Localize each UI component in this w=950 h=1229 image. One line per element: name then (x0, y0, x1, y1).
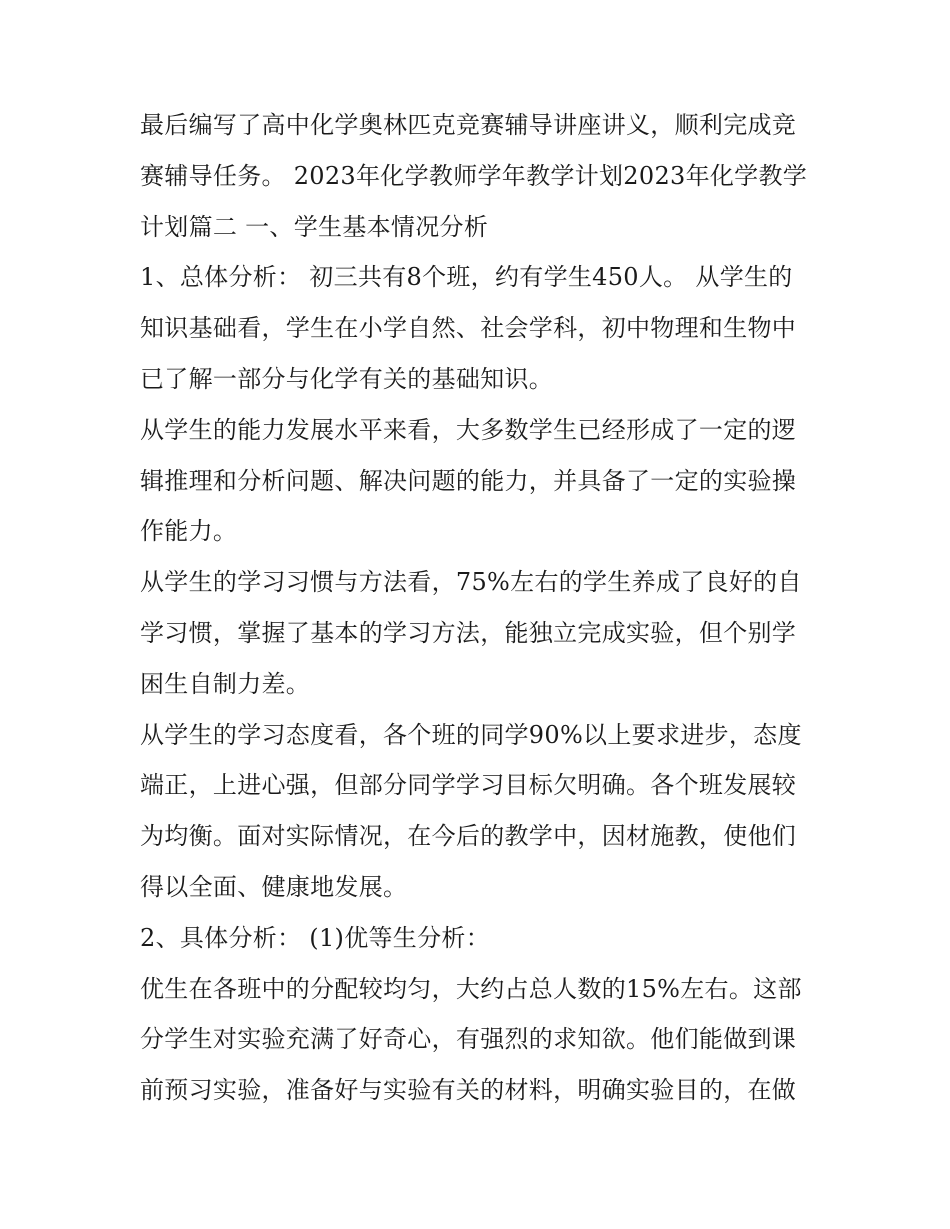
paragraph-6: 2、具体分析： (1)优等生分析： (140, 923, 490, 952)
paragraph-7: 优生在各班中的分配较均匀，大约占总人数的15%左右。这部分学生对实验充满了好奇心，有强烈的求知欲。他们能做到课前预习实验，准备好与实验有关的材料，明确实验目的，在做 (140, 974, 802, 1105)
paragraph-1: 最后编写了高中化学奥林匹克竞赛辅导讲座讲义，顺利完成竞赛辅导任务。 2023年化学教师学年教学计划2023年化学教学计划篇二 一、学生基本情况分析 (140, 111, 808, 241)
paragraph-4: 从学生的学习习惯与方法看，75%左右的学生养成了良好的自学习惯，掌握了基本的学习方法，能独立完成实验，但个别学困生自制力差。 (140, 568, 802, 698)
document-page (140, 100, 815, 1116)
paragraph-5: 从学生的学习态度看，各个班的同学90%以上要求进步，态度端正，上进心强，但部分同学学习目标欠明确。各个班发展较为均衡。面对实际情况，在今后的教学中，因材施教，使他们得以全面、健康地发展。 (140, 720, 802, 901)
paragraph-3: 从学生的能力发展水平来看，大多数学生已经形成了一定的逻辑推理和分析问题、解决问题的能力，并具备了一定的实验操作能力。 (140, 415, 797, 546)
paragraph-2: 1、总体分析： 初三共有8个班，约有学生450人。 从学生的知识基础看，学生在小学自然、社会学科，初中物理和生物中已了解一部分与化学有关的基础知识。 (140, 263, 797, 393)
